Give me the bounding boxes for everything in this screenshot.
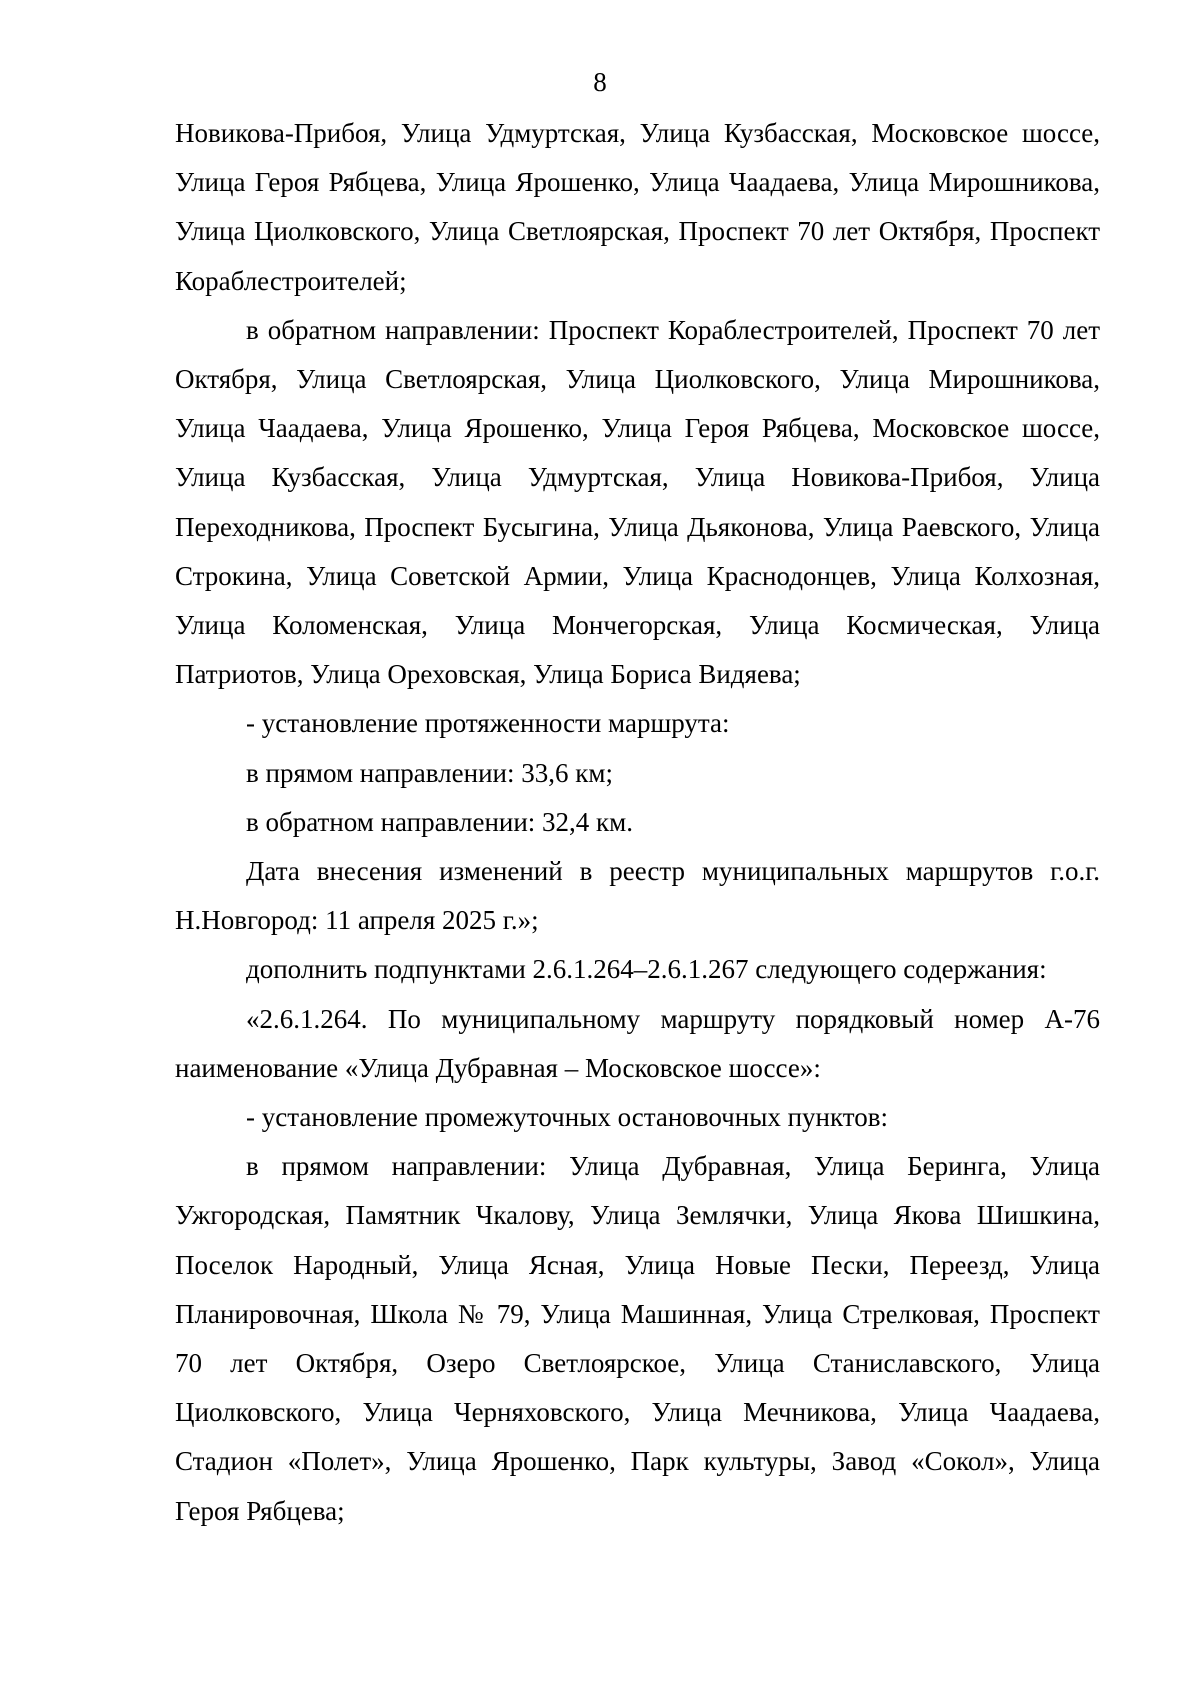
paragraph-add-subitems: дополнить подпунктами 2.6.1.264–2.6.1.267 следующего содержания: <box>246 954 1047 985</box>
paragraph-forward-length: в прямом направлении: 33,6 км; <box>246 757 613 788</box>
paragraph-route-length-heading: - установление протяженности маршрута: <box>246 708 730 739</box>
paragraph-reverse-direction: в обратном направлении: Проспект Кораблестроителей, Проспект 70 лет Октября, Улица Светлоярская, Улица Циолковского, Улица Мирошникова, Улица Чаадаева, Улица Ярошенко, Улица Героя Рябцева, Московское шоссе, Улица Кузбасская, Улица Удмуртская, Улица Новикова-Прибоя, Улица Переходникова, Проспект Бусыгина, Улица Дьяконова, Улица Раевского, Улица Строкина, Улица Советской Армии, Улица Краснодонцев, Улица Колхозная, Улица Коломенская, Улица Мончегорская, Улица Космическая, Улица Патриотов, Улица Ореховская, Улица Бориса Видяева; <box>175 314 1100 690</box>
paragraph-reverse-length: в обратном направлении: 32,4 км. <box>246 806 634 837</box>
paragraph-registry-date: Дата внесения изменений в реестр муниципальных маршрутов г.о.г. Н.Новгород: 11 апреля 2025 г.»; <box>175 856 1100 936</box>
paragraph-route-continuation: Новикова-Прибоя, Улица Удмуртская, Улица Кузбасская, Московское шоссе, Улица Героя Рябцева, Улица Ярошенко, Улица Чаадаева, Улица Мирошникова, Улица Циолковского, Улица Светлоярская, Проспект 70 лет Октября, Проспект Кораблестроителей; <box>175 118 1100 296</box>
paragraph-forward-stops: в прямом направлении: Улица Дубравная, Улица Беринга, Улица Ужгородская, Памятник Чкалову, Улица Землячки, Улица Якова Шишкина, Поселок Народный, Улица Ясная, Улица Новые Пески, Переезд, Улица Планировочная, Школа № 79, Улица Машинная, Улица Стрелковая, Проспект 70 лет Октября, Озеро Светлоярское, Улица Станиславского, Улица Циолковского, Улица Черняховского, Улица Мечникова, Улица Чаадаева, Стадион «Полет», Улица Ярошенко, Парк культуры, Завод «Сокол», Улица Героя Рябцева; <box>175 1151 1100 1526</box>
paragraph-stops-heading: - установление промежуточных остановочных пунктов: <box>246 1102 888 1133</box>
paragraph-route-a76: «2.6.1.264. По муниципальному маршруту порядковый номер А-76 наименование «Улица Дубравная – Московское шоссе»: <box>175 1003 1100 1083</box>
document-body <box>175 109 1100 1536</box>
page-number: 8 <box>593 67 607 97</box>
